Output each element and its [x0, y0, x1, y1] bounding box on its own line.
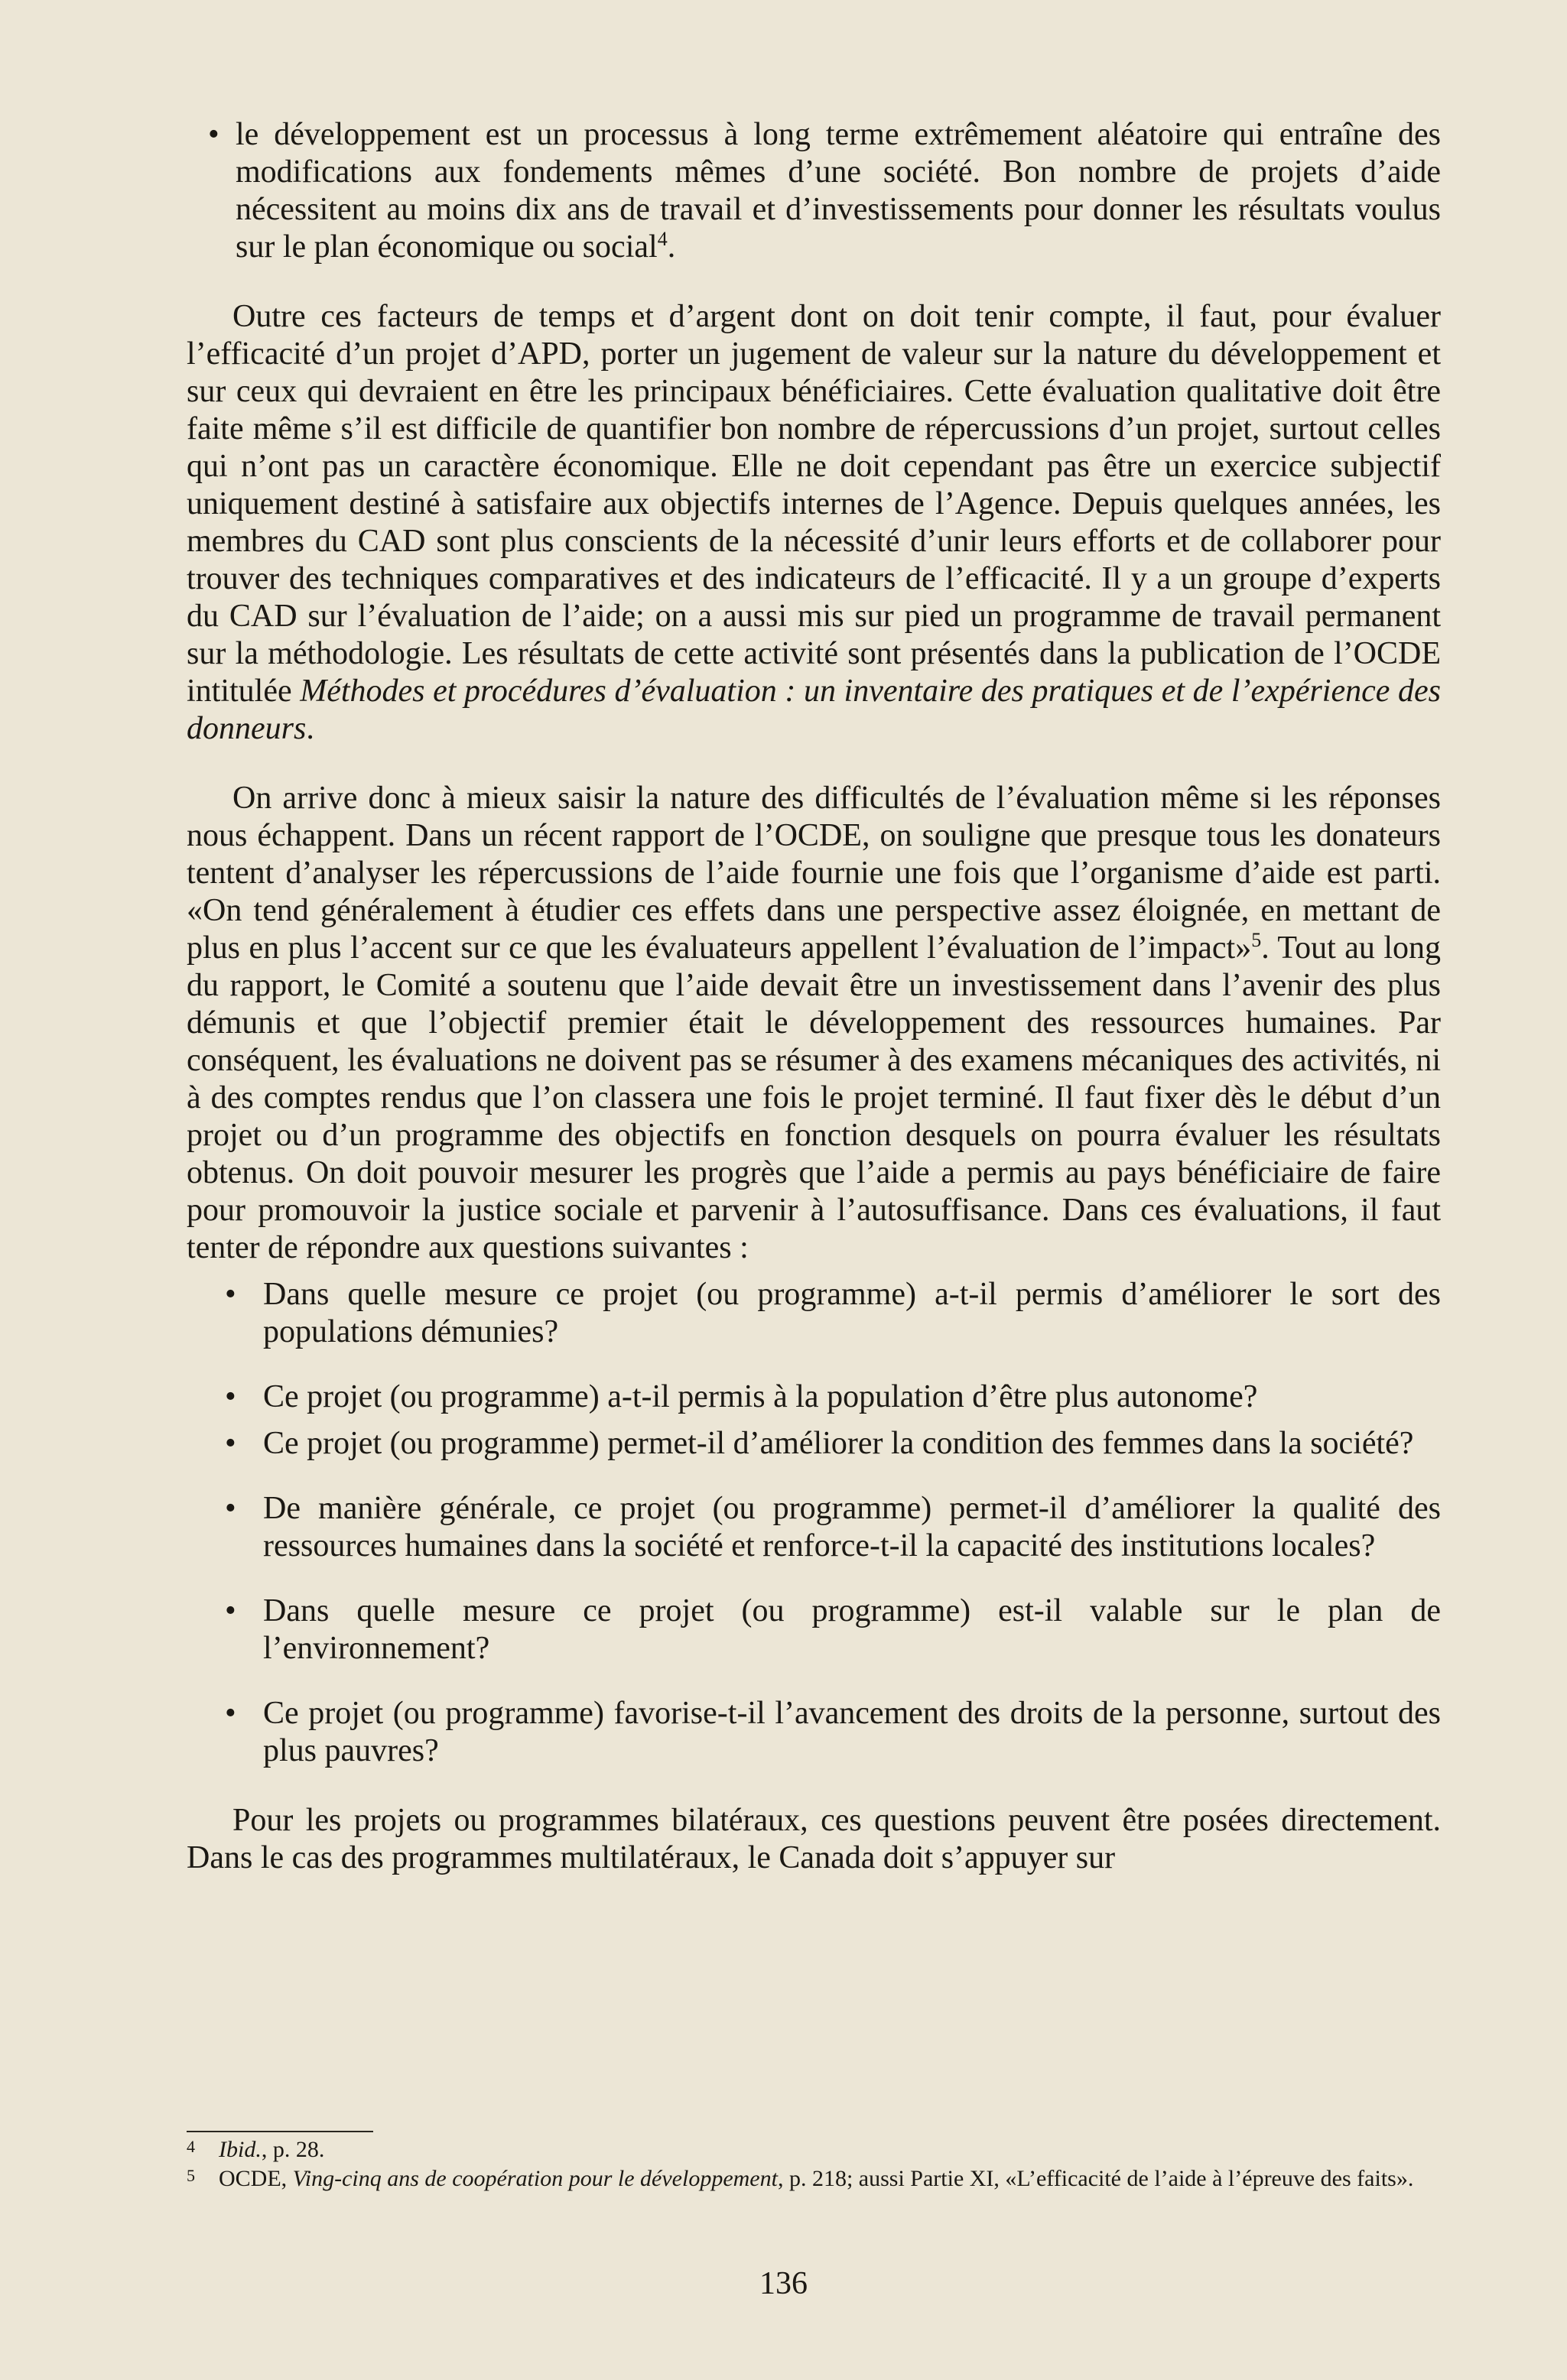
- list-item: [203, 1425, 1441, 1463]
- text-run: On arrive donc à mieux saisir la nature des difficultés de l’évaluation même si les réponses nous échappent. Dans un récent rapport de l’: [187, 781, 1441, 853]
- text-run: intitulée: [187, 674, 301, 709]
- question-text: Dans quelle mesure ce projet (ou programme) a-t-il permis d’améliorer le sort des populations démunies?: [263, 1277, 1441, 1349]
- footnote: [187, 2164, 1441, 2193]
- question-text: De manière générale, ce projet (ou programme) permet-il d’améliorer la qualité des ressources humaines dans la société et renforce-t-il la capacité des institutions locales?: [263, 1491, 1441, 1563]
- text-run: , on souligne que presque tous les donateurs tentent d’analyser les répercussions de l’aide fournie une fois que l’organisme d’aide est parti. «On tend généralement à étudier ces effets dans une perspective assez éloignée, en mettant de plus en plus l’accent sur ce que les évaluateurs appellent l’évaluation de l’impact»: [187, 818, 1441, 966]
- footnote: [187, 2135, 1441, 2164]
- main-text: [187, 116, 1441, 1877]
- paragraph: Pour les projets ou programmes bilatéraux, ces questions peuvent être posées directement. Dans le cas des programmes multilatéraux, le Canada doit s’appuyer sur: [187, 1803, 1441, 1875]
- acronym: CAD: [229, 599, 297, 634]
- bullet-icon: •: [225, 1379, 236, 1414]
- question-text: Ce projet (ou programme) a-t-il permis à la population d’être plus autonome?: [263, 1379, 1258, 1414]
- text-run: sur l’évaluation de l’aide; on a aussi mis sur pied un programme de travail permanent sur la méthodologie. Les résultats de cette activité sont présentés dans la publication de l’: [187, 599, 1441, 671]
- publication-title: Méthodes et procédures d’évaluation : un inventaire des pratiques et de l’expérience des donneurs: [187, 674, 1441, 746]
- acronym: OCDE: [774, 818, 862, 853]
- acronym: OCDE: [1353, 636, 1441, 671]
- list-item: [203, 1276, 1441, 1351]
- bullet-icon: •: [225, 1593, 236, 1628]
- punctuation: ,: [281, 2166, 293, 2191]
- question-list: [187, 1276, 1441, 1770]
- footnotes: [187, 2135, 1441, 2193]
- acronym: OCDE: [219, 2166, 281, 2191]
- bullet-text: le développement est un processus à long terme extrêmement aléatoire qui entraîne des modifications aux fondements mêmes d’une société. Bon nombre de projets d’aide nécessitent au moins dix ans de travail et d’investissements pour donner les résultats voulus sur le plan économique ou social: [236, 117, 1441, 265]
- punctuation: .: [306, 711, 314, 746]
- citation-text: , p. 218; aussi Partie XI, «L’efficacité de l’aide à l’épreuve des faits».: [777, 2166, 1414, 2191]
- citation-italic: Ibid.: [219, 2137, 262, 2162]
- text-run: , porter un jugement de valeur sur la nature du développement et sur ceux qui devraient en être les principaux bénéficiaires. Cette évaluation qualitative doit être faite même s’il est difficile de quantifier bon nombre de répercussions d’un projet, surtout celles qui n’ont pas un caractère économique. Elle ne doit cependant pas être un exercice subjectif uniquement destiné à satisfaire aux objectifs internes de l’Agence. Depuis quelques années, les membres du: [187, 336, 1441, 559]
- list-item: [187, 116, 1441, 266]
- footnote-ref: 4: [657, 228, 668, 250]
- list-item: [203, 1695, 1441, 1770]
- question-text: Ce projet (ou programme) permet-il d’améliorer la condition des femmes dans la société?: [263, 1426, 1414, 1461]
- bullet-icon: •: [225, 1277, 236, 1312]
- footnote-number: 4: [187, 2137, 195, 2156]
- page-number: 136: [759, 2266, 808, 2301]
- citation-text: , p. 28.: [261, 2137, 325, 2162]
- footnote-number: 5: [187, 2166, 195, 2185]
- punctuation: .: [667, 229, 676, 265]
- footnote-divider: [187, 2131, 373, 2132]
- bullet-icon: •: [225, 1491, 236, 1526]
- list-item: [203, 1593, 1441, 1667]
- question-text: Dans quelle mesure ce projet (ou programme) est-il valable sur le plan de l’environnement?: [263, 1593, 1441, 1666]
- list-item: [203, 1378, 1441, 1416]
- paragraph: [187, 780, 1441, 1267]
- text-run: . Tout au long du rapport, le Comité a soutenu que l’aide devait être un investissement dans l’avenir des plus démunis et que l’objectif premier était le développement des ressources humaines. Par conséquent, les évaluations ne doivent pas se résumer à des examens mécaniques des activités, ni à des comptes rendus que l’on classera une fois le projet terminé. Il faut fixer dès le début d’un projet ou d’un programme des objectifs en fonction desquels on pourra évaluer les résultats obtenus. On doit pouvoir mesurer les progrès que l’aide a permis au pays bénéficiaire de faire pour promouvoir la justice sociale et parvenir à l’autosuffisance. Dans ces évaluations, il faut tenter de répondre aux questions suivantes :: [187, 930, 1441, 1265]
- bullet-icon: •: [225, 1426, 236, 1461]
- text-run: Outre ces facteurs de temps et d’argent dont on doit tenir compte, il faut, pour évaluer l’efficacité d’un projet d’: [187, 299, 1441, 372]
- paragraph: [187, 298, 1441, 748]
- bullet-icon: •: [208, 117, 219, 152]
- citation-italic: Ving-cinq ans de coopération pour le développement: [292, 2166, 778, 2191]
- list-item: [203, 1490, 1441, 1565]
- footnote-ref: 5: [1251, 929, 1262, 951]
- acronym: APD: [517, 336, 583, 372]
- acronym: CAD: [357, 524, 426, 559]
- text-run: sont plus conscients de la nécessité d’unir leurs efforts et de collaborer pour trouver des techniques comparatives et des indicateurs de l’efficacité. Il y a un groupe d’experts du: [187, 524, 1442, 634]
- bullet-icon: •: [225, 1696, 236, 1731]
- question-text: Ce projet (ou programme) favorise-t-il l’avancement des droits de la personne, surtout des plus pauvres?: [263, 1696, 1441, 1768]
